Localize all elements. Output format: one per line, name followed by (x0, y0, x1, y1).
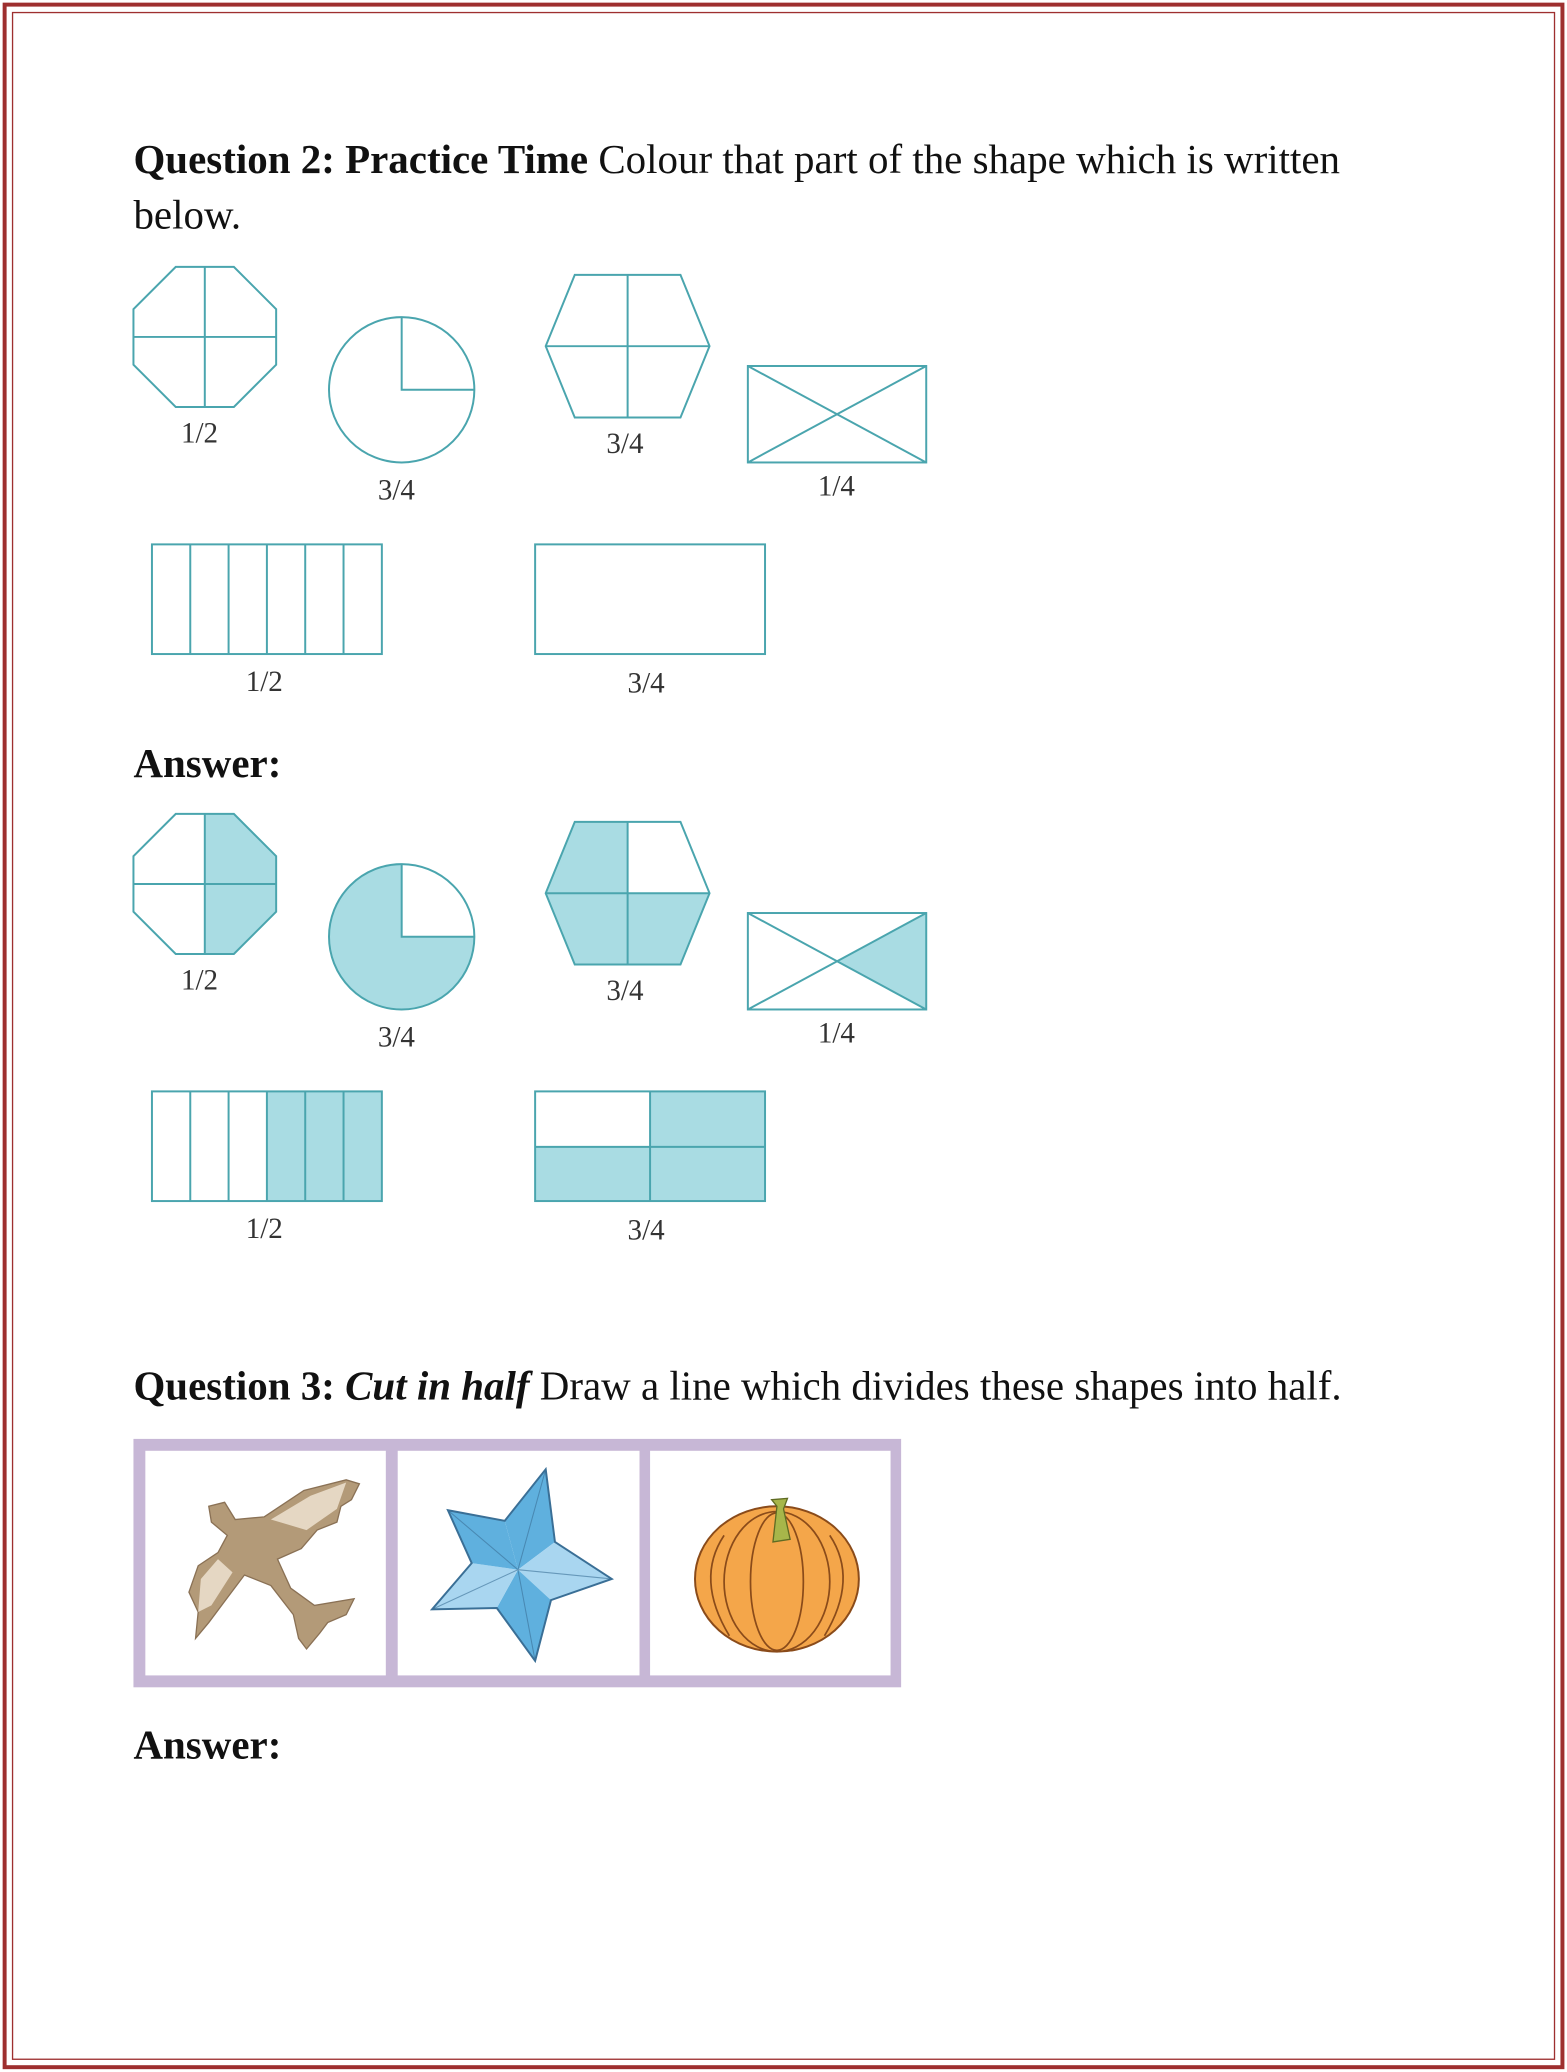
plain-rectangle-shape (535, 544, 765, 654)
answer-2-label: Answer: (133, 739, 282, 787)
shape-label: 3/4 (627, 1214, 665, 1247)
shape-label: 3/4 (377, 474, 415, 507)
question-2-instruction: Colour that part of the shape which is written below. (133, 136, 1341, 238)
picture-frame (133, 1439, 901, 1687)
question-3-topic: Cut in half (345, 1362, 530, 1409)
shape-label: 3/4 (377, 1021, 415, 1054)
answer-2-shapes (133, 814, 926, 1246)
answer-3-label: Answer: (133, 1721, 282, 1768)
question-2-number: Question 2: (133, 136, 335, 183)
question-3-instruction: Draw a line which divides these shapes into half. (539, 1362, 1342, 1409)
question-3-number: Question 3: (133, 1362, 335, 1409)
shape-label: 1/4 (817, 1017, 855, 1050)
shape-label: 1/4 (817, 470, 855, 503)
shape-label: 3/4 (606, 975, 644, 1008)
shape-label: 1/2 (180, 964, 219, 997)
shape-label: 1/2 (180, 417, 219, 450)
shape-label: 3/4 (606, 428, 644, 461)
question-2-topic: Practice Time (345, 136, 589, 183)
question-2-shapes (133, 267, 926, 699)
question-3-title (133, 1358, 1454, 1413)
shape-label: 1/2 (245, 666, 283, 699)
shape-label: 1/2 (245, 1213, 283, 1246)
shape-label: 3/4 (627, 667, 665, 700)
